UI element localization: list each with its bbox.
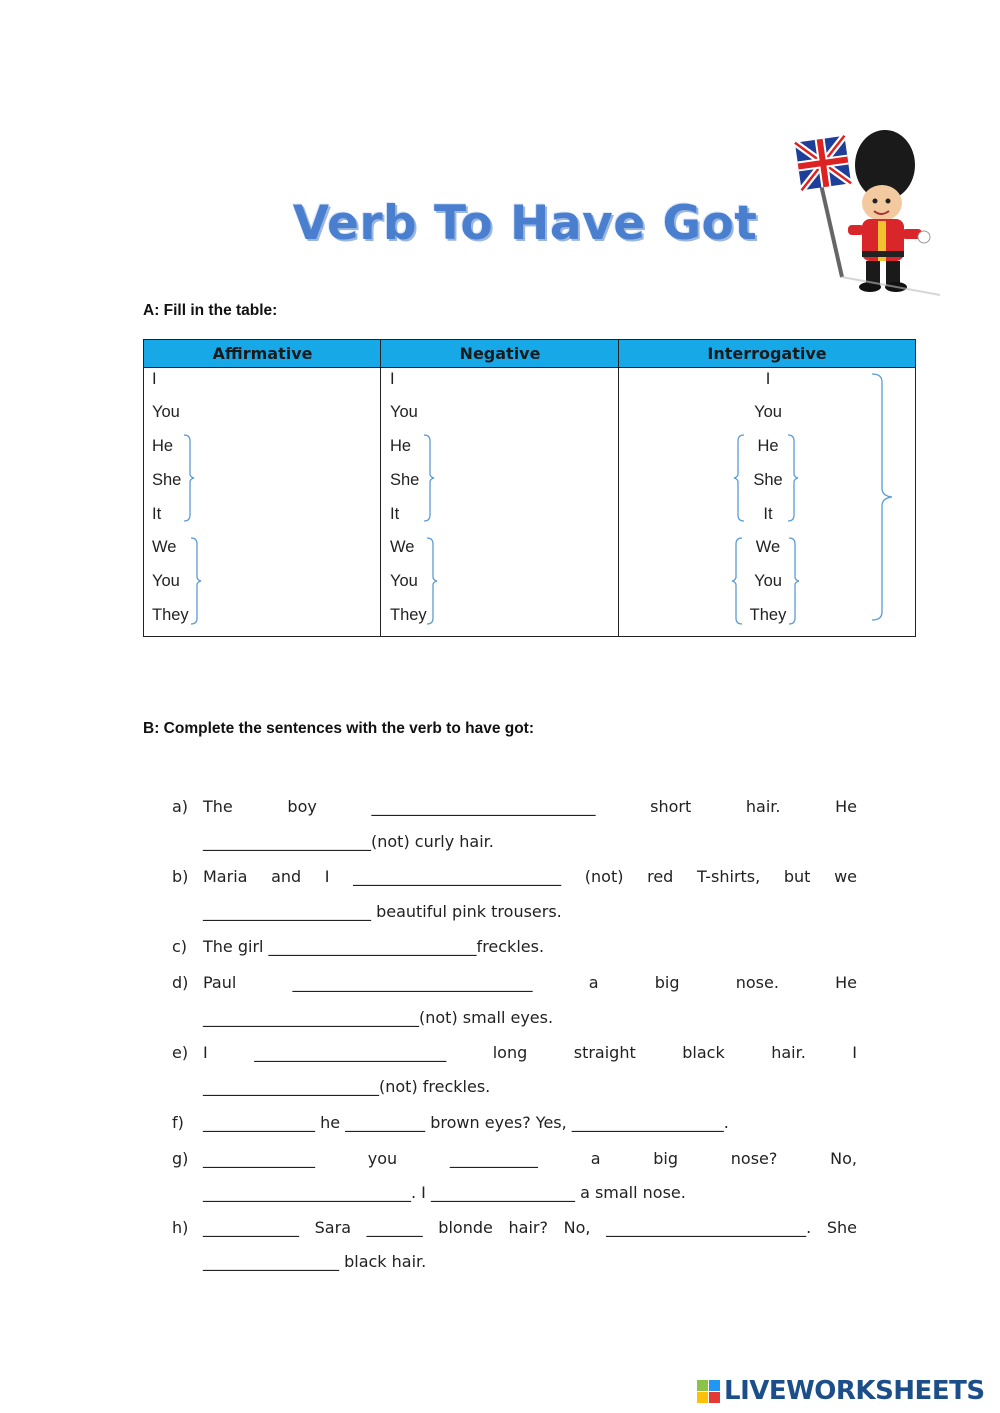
pronoun-affirmative: I	[152, 370, 157, 388]
pronoun-interrogative: He	[757, 437, 779, 455]
pronoun-negative: We	[390, 538, 415, 556]
grouping-braces	[144, 340, 915, 636]
pronoun-interrogative: It	[763, 505, 773, 523]
pronoun-interrogative: We	[755, 538, 781, 556]
pronoun-affirmative: We	[152, 538, 177, 556]
royal-guard-illustration	[790, 125, 950, 300]
sentence-line: _________________ black hair.	[203, 1252, 427, 1271]
sentence-line: ___________________________(not) small eyes.	[203, 1008, 554, 1027]
liveworksheets-logo[interactable]: LIVEWORKSHEETS	[724, 1376, 985, 1406]
pronoun-interrogative: You	[754, 403, 782, 421]
sentence-label: g)	[172, 1149, 189, 1168]
pronoun-interrogative: You	[754, 572, 782, 590]
pronoun-affirmative: You	[152, 403, 180, 421]
sentence-line: ____________ Sara _______ blonde hair? No, _________________________. She	[203, 1218, 857, 1237]
union-jack-flag-icon	[795, 136, 851, 277]
sentence-label: a)	[172, 797, 189, 816]
section-b-heading: B: Complete the sentences with the verb to have got:	[143, 720, 535, 737]
pronoun-negative: They	[390, 606, 427, 624]
pronoun-negative: You	[390, 572, 418, 590]
sentence-line: I ________________________ long straight black hair. I	[203, 1043, 857, 1062]
pronoun-negative: I	[390, 370, 395, 388]
pronoun-affirmative: She	[152, 471, 182, 489]
sentence-line: _____________________ beautiful pink trousers.	[203, 902, 562, 921]
conjugation-table	[143, 339, 916, 637]
sentence-line: _____________________(not) curly hair.	[203, 832, 494, 851]
header-negative: Negative	[459, 344, 541, 363]
pronoun-affirmative: It	[152, 505, 162, 523]
pronoun-affirmative: He	[152, 437, 174, 455]
sentence-line: Maria and I __________________________ (not) red T-shirts, but we	[203, 867, 857, 886]
sentence-label: e)	[172, 1043, 189, 1062]
pronoun-affirmative: You	[152, 572, 180, 590]
sentence-label: b)	[172, 867, 189, 886]
sentence-line: ______________ you ___________ a big nose? No,	[203, 1149, 857, 1168]
pronoun-affirmative: They	[152, 606, 189, 624]
sentence-label: c)	[172, 937, 188, 956]
sentence-line: __________________________. I __________________ a small nose.	[203, 1183, 686, 1202]
pronoun-interrogative: She	[753, 471, 783, 489]
pronoun-negative: He	[390, 437, 412, 455]
header-interrogative: Interrogative	[707, 344, 827, 363]
pronoun-negative: She	[390, 471, 420, 489]
pronoun-interrogative: They	[749, 606, 787, 624]
sentence-label: d)	[172, 973, 189, 992]
sentence-label: h)	[172, 1218, 189, 1237]
sentence-line: Paul ______________________________ a big nose. He	[203, 973, 857, 992]
sentence-label: f)	[172, 1113, 184, 1132]
liveworksheets-logo-icon	[696, 1379, 722, 1405]
section-a-heading: A: Fill in the table:	[143, 302, 278, 319]
header-affirmative: Affirmative	[212, 344, 313, 363]
pronoun-interrogative: I	[765, 370, 771, 388]
page-title: Verb To Have Got	[292, 196, 758, 251]
sentence-line: ______________________(not) freckles.	[203, 1077, 491, 1096]
sentence-line: ______________ he __________ brown eyes? Yes, ___________________.	[203, 1113, 729, 1132]
sentence-line: The boy ____________________________ short hair. He	[203, 797, 857, 816]
pronoun-negative: It	[390, 505, 400, 523]
pronoun-negative: You	[390, 403, 418, 421]
sentence-line: The girl __________________________freckles.	[203, 937, 545, 956]
